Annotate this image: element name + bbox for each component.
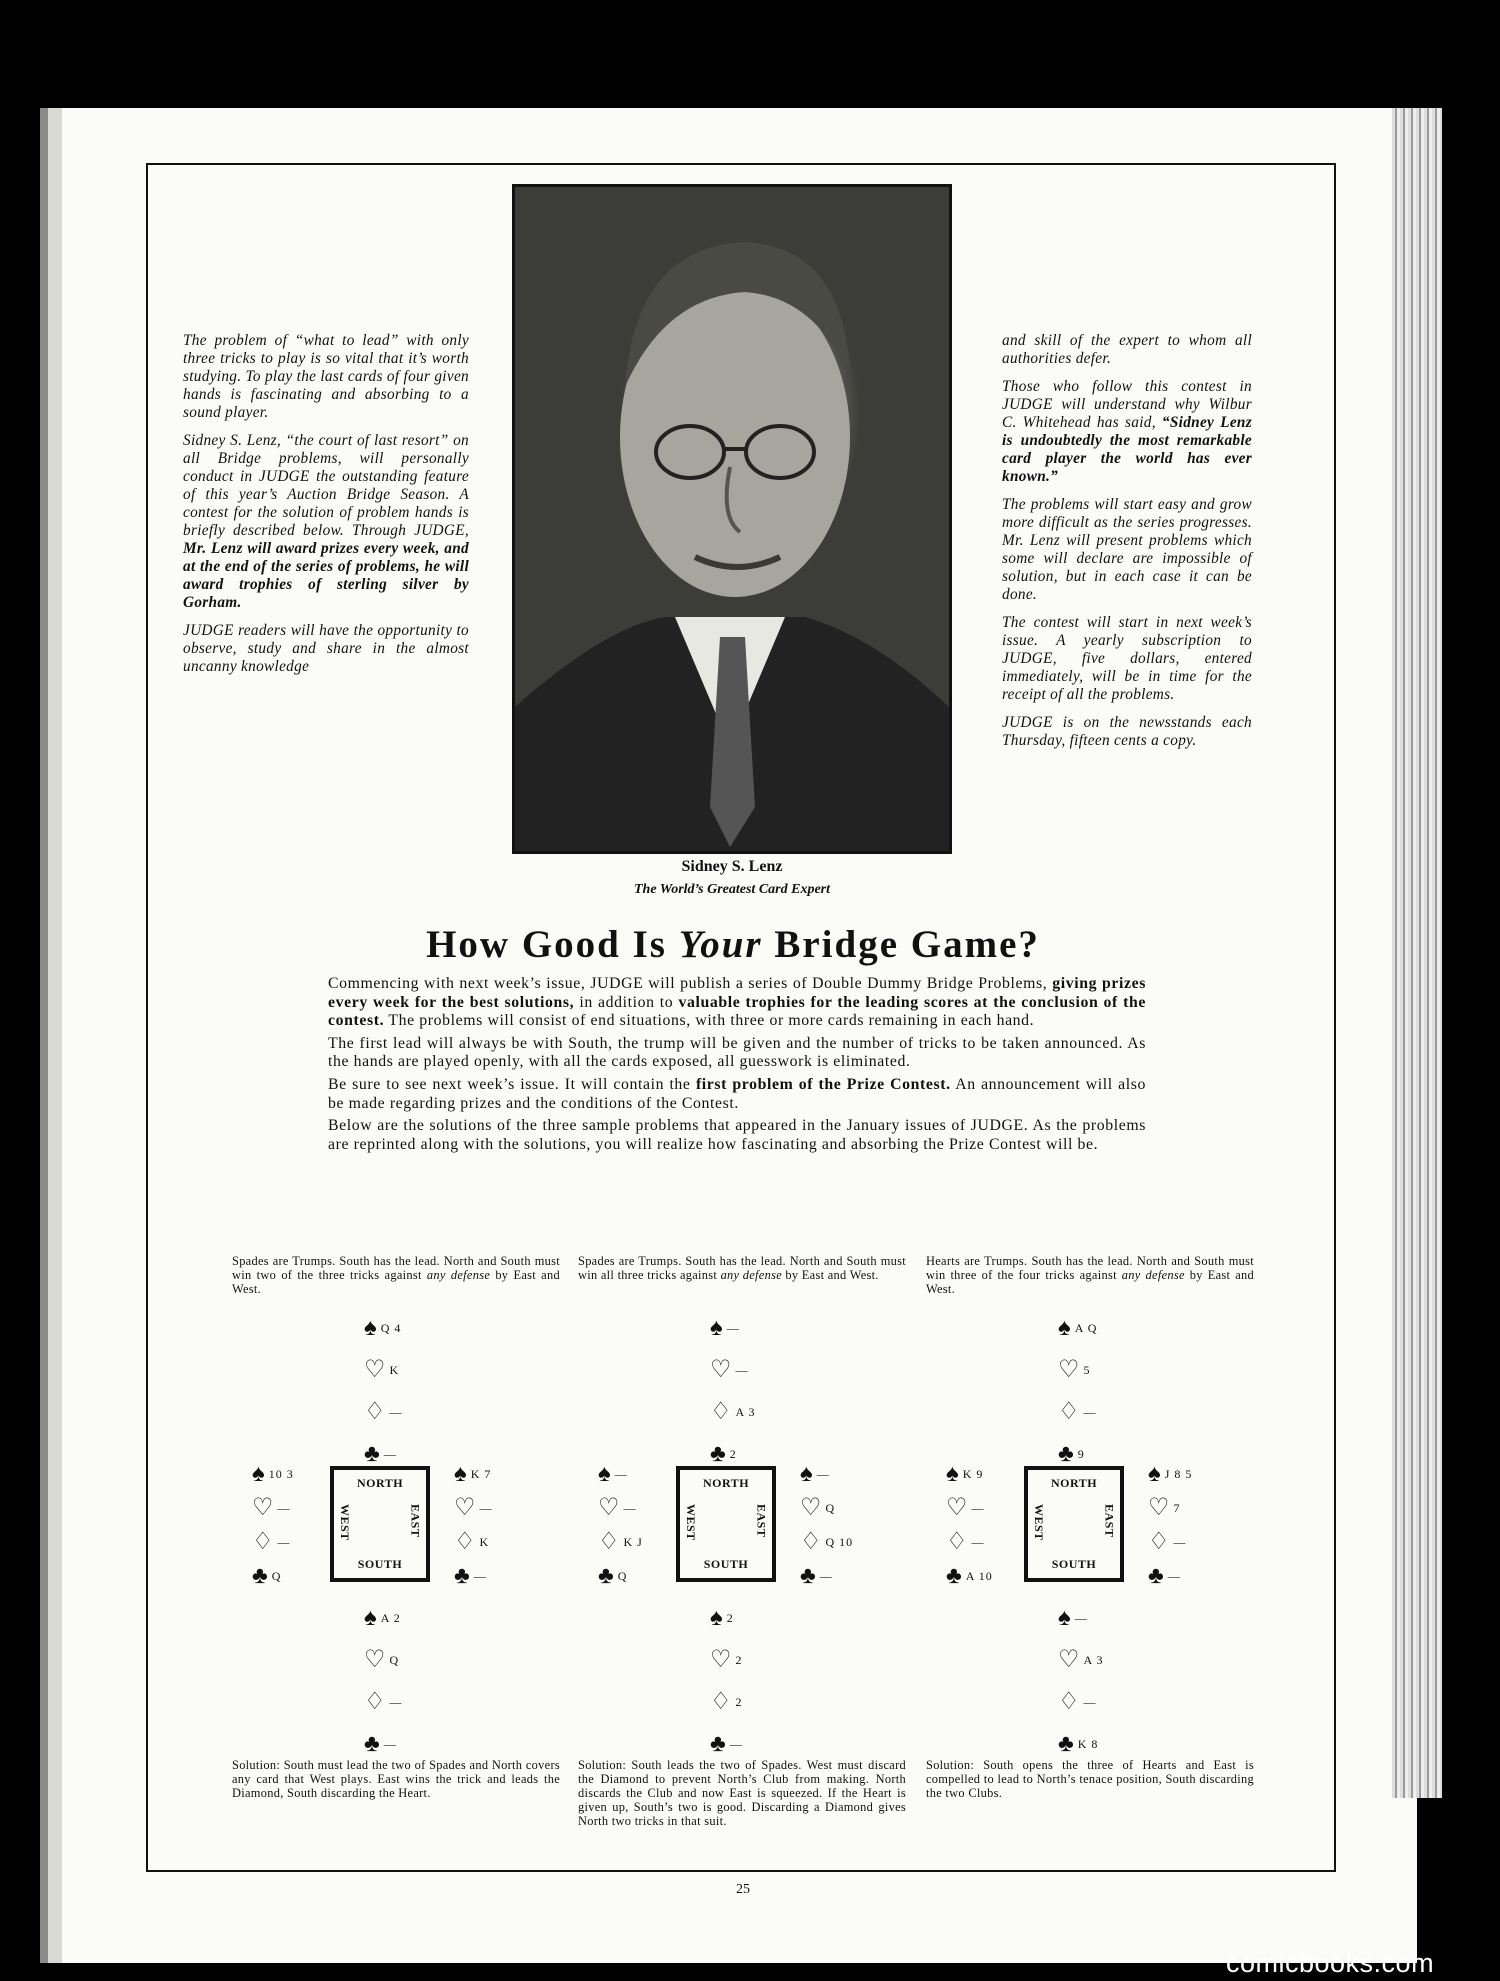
heart-icon: ♡ (710, 1357, 732, 1383)
east-label: EAST (754, 1504, 768, 1538)
heart-icon: ♡ (364, 1647, 386, 1673)
card-values: A 3 (1083, 1653, 1104, 1667)
east-hand-spade (454, 1462, 491, 1486)
card-values: — (473, 1569, 487, 1583)
compass-table (330, 1466, 430, 1582)
club-icon: ♣ (364, 1441, 380, 1467)
south-hand-club (1058, 1732, 1098, 1756)
club-icon: ♣ (1058, 1731, 1074, 1757)
north-label: NORTH (702, 1476, 750, 1490)
north-hand-club (710, 1442, 737, 1466)
right-para-1: and skill of the expert to whom all authorities defer. (1002, 332, 1252, 367)
body-para-3: Be sure to see next week’s issue. It will contain the first problem of the Prize Contest. An announcement will also be made regarding prizes and the conditions of the Contest. (328, 1075, 1146, 1112)
card-values: — (1173, 1535, 1187, 1549)
club-icon: ♣ (800, 1563, 816, 1589)
card-values: A 2 (380, 1611, 401, 1625)
problem-intro: Spades are Trumps. South has the lead. North and South must win two of the three tricks against any defense by East and West. (232, 1254, 560, 1296)
card-values: — (1083, 1695, 1097, 1709)
south-hand-diamond (364, 1690, 403, 1714)
south-hand-diamond (1058, 1690, 1097, 1714)
north-hand-club (1058, 1442, 1085, 1466)
card-values: Q (389, 1653, 400, 1667)
north-hand-heart (1058, 1358, 1091, 1382)
body-para-1: Commencing with next week’s issue, JUDGE will publish a series of Double Dummy Bridge Problems, giving prizes every week for the best solutions, in addition to valuable trophies for the leading scores at the conclusion of the contest. The problems will consist of end situations, with three or more cards remaining in each hand. (328, 975, 1146, 1030)
headline-emphasis: Your (678, 923, 763, 966)
club-icon: ♣ (1058, 1441, 1074, 1467)
south-hand-heart (1058, 1648, 1104, 1672)
diamond-icon: ♢ (1058, 1689, 1080, 1715)
west-hand-spade (598, 1462, 628, 1486)
south-hand-spade (364, 1606, 401, 1630)
diamond-icon: ♢ (800, 1529, 822, 1555)
card-values: K 7 (470, 1467, 492, 1481)
south-hand-heart (710, 1648, 743, 1672)
headline: How Good Is Your Bridge Game? (426, 923, 1040, 966)
heart-icon: ♡ (710, 1647, 732, 1673)
club-icon: ♣ (364, 1731, 380, 1757)
diamond-icon: ♢ (364, 1689, 386, 1715)
club-icon: ♣ (454, 1563, 470, 1589)
card-values: 7 (1173, 1501, 1181, 1515)
card-values: Q 10 (825, 1535, 854, 1549)
portrait-photo (512, 184, 952, 854)
west-hand-club (946, 1564, 993, 1588)
card-values: K J (623, 1535, 643, 1549)
east-hand-club (800, 1564, 833, 1588)
west-hand-diamond (598, 1530, 643, 1554)
body-para-2: The first lead will always be with South, the trump will be given and the number of tricks to be taken announced. As the hands are played openly, with all the cards exposed, all guesswork is eliminated. (328, 1034, 1146, 1071)
card-values: 2 (729, 1447, 737, 1461)
spade-icon: ♠ (454, 1461, 467, 1487)
heart-icon: ♡ (946, 1495, 968, 1521)
left-para-2: Sidney S. Lenz, “the court of last resort” on all Bridge problems, will personally conduct in JUDGE the outstanding feature of this year’s Auction Bridge Season. A contest for the solution of problem hands is briefly described below. Through JUDGE, Mr. Lenz will award prizes every week, and at the end of the series of problems, he will award trophies of sterling silver by Gorham. (183, 432, 469, 611)
north-hand-diamond (1058, 1400, 1097, 1424)
card-values: K 8 (1077, 1737, 1099, 1751)
spade-icon: ♠ (1058, 1605, 1071, 1631)
card-values: — (623, 1501, 637, 1515)
south-hand-spade (710, 1606, 734, 1630)
spade-icon: ♠ (252, 1461, 265, 1487)
heart-icon: ♡ (454, 1495, 476, 1521)
spade-icon: ♠ (946, 1461, 959, 1487)
north-hand-heart (710, 1358, 749, 1382)
west-hand-club (598, 1564, 627, 1588)
photo-caption-subtitle: The World’s Greatest Card Expert (633, 882, 830, 897)
problem-intro: Hearts are Trumps. South has the lead. North and South must win three of the four tricks against any defense by East and West. (926, 1254, 1255, 1296)
card-values: 2 (735, 1695, 743, 1709)
diamond-icon: ♢ (710, 1689, 732, 1715)
south-hand-club (364, 1732, 397, 1756)
card-values: — (1083, 1405, 1097, 1419)
heart-icon: ♡ (252, 1495, 274, 1521)
east-label: EAST (408, 1504, 422, 1538)
card-values: — (735, 1363, 749, 1377)
bridge-problem-1 (232, 1254, 560, 1894)
card-values: — (389, 1405, 403, 1419)
west-label: WEST (1032, 1504, 1046, 1541)
card-values: K (479, 1535, 490, 1549)
card-values: 2 (726, 1611, 734, 1625)
diamond-icon: ♢ (946, 1529, 968, 1555)
portrait-illustration (515, 187, 949, 851)
west-hand-heart (598, 1496, 637, 1520)
heart-icon: ♡ (1058, 1357, 1080, 1383)
problem-intro: Spades are Trumps. South has the lead. North and South must win all three tricks against any defense by East and West. (578, 1254, 906, 1282)
west-hand-heart (946, 1496, 985, 1520)
club-icon: ♣ (946, 1563, 962, 1589)
left-para-3: JUDGE readers will have the opportunity to observe, study and share in the almost uncanny knowledge (183, 622, 469, 675)
north-hand-spade (364, 1316, 401, 1340)
card-values: — (389, 1695, 403, 1709)
south-label: SOUTH (703, 1557, 749, 1571)
card-values: — (1074, 1611, 1088, 1625)
north-hand-spade (1058, 1316, 1097, 1340)
east-hand-diamond (800, 1530, 853, 1554)
west-hand-club (252, 1564, 281, 1588)
north-hand-heart (364, 1358, 399, 1382)
diamond-icon: ♢ (252, 1529, 274, 1555)
card-values: — (819, 1569, 833, 1583)
card-values: 2 (735, 1653, 743, 1667)
card-values: — (383, 1447, 397, 1461)
card-values: — (729, 1737, 743, 1751)
south-hand-heart (364, 1648, 399, 1672)
book-spine (40, 108, 62, 1963)
east-hand-spade (1148, 1462, 1192, 1486)
east-hand-club (454, 1564, 487, 1588)
spade-icon: ♠ (364, 1605, 377, 1631)
heart-icon: ♡ (1058, 1647, 1080, 1673)
card-values: Q 4 (380, 1321, 402, 1335)
west-label: WEST (338, 1504, 352, 1541)
diamond-icon: ♢ (1148, 1529, 1170, 1555)
east-hand-heart (454, 1496, 493, 1520)
diamond-icon: ♢ (598, 1529, 620, 1555)
heart-icon: ♡ (598, 1495, 620, 1521)
card-values: — (971, 1535, 985, 1549)
photo-caption-name: Sidney S. Lenz (681, 858, 783, 875)
east-hand-diamond (454, 1530, 489, 1554)
north-label: NORTH (1050, 1476, 1098, 1490)
diamond-icon: ♢ (454, 1529, 476, 1555)
compass-table (1024, 1466, 1124, 1582)
club-icon: ♣ (710, 1731, 726, 1757)
right-quote: “Sidney Lenz is undoubtedly the most remarkable card player the world has ever known.” (1002, 414, 1252, 485)
west-hand-diamond (946, 1530, 985, 1554)
north-hand-spade (710, 1316, 740, 1340)
card-values: K 9 (962, 1467, 984, 1481)
north-hand-club (364, 1442, 397, 1466)
left-para-1: The problem of “what to lead” with only three tricks to play is so vital that it’s worth studying. To play the last cards of four given hands is fascinating and absorbing to a sound player. (183, 332, 469, 421)
right-para-4: The contest will start in next week’s issue. A yearly subscription to JUDGE, five dollars, entered immediately, will be in time for the receipt of all the problems. (1002, 614, 1252, 703)
card-values: 10 3 (268, 1467, 294, 1481)
problem-solution: Solution: South opens the three of Hearts and East is compelled to lead to North’s tenace position, South discarding the two Clubs. (926, 1758, 1254, 1800)
card-values: Q (825, 1501, 836, 1515)
diamond-icon: ♢ (364, 1399, 386, 1425)
spade-icon: ♠ (800, 1461, 813, 1487)
page-number: 25 (736, 1882, 750, 1897)
east-hand-heart (800, 1496, 835, 1520)
card-values: A 10 (965, 1569, 993, 1583)
card-values: — (971, 1501, 985, 1515)
east-hand-club (1148, 1564, 1181, 1588)
heart-icon: ♡ (800, 1495, 822, 1521)
problem-solution: Solution: South leads the two of Spades. West must discard the Diamond to prevent North’s Club from making. North discards the Club and now East is squeezed. If the Heart is given up, South’s two is good. Discarding a Diamond gives North two tricks in that suit. (578, 1758, 906, 1828)
club-icon: ♣ (710, 1441, 726, 1467)
diamond-icon: ♢ (1058, 1399, 1080, 1425)
card-values: — (277, 1501, 291, 1515)
club-icon: ♣ (252, 1563, 268, 1589)
page-edges (1392, 108, 1442, 1798)
spade-icon: ♠ (364, 1315, 377, 1341)
spade-icon: ♠ (710, 1315, 723, 1341)
problem-solution: Solution: South must lead the two of Spades and North covers any card that West plays. East wins the trick and leads the Diamond, South discarding the Heart. (232, 1758, 560, 1800)
card-values: — (277, 1535, 291, 1549)
south-hand-diamond (710, 1690, 743, 1714)
card-values: J 8 5 (1164, 1467, 1193, 1481)
spade-icon: ♠ (1058, 1315, 1071, 1341)
east-label: EAST (1102, 1504, 1116, 1538)
card-values: 5 (1083, 1363, 1091, 1377)
bridge-problem-2 (578, 1254, 906, 1894)
card-values: Q (617, 1569, 628, 1583)
west-hand-diamond (252, 1530, 291, 1554)
right-para-3: The problems will start easy and grow more difficult as the series progresses. Mr. Lenz will present problems which some will declare are impossible of solution, but in each case it can be done. (1002, 496, 1252, 603)
card-values: — (383, 1737, 397, 1751)
west-label: WEST (684, 1504, 698, 1541)
left-column (183, 332, 469, 686)
card-values: — (1167, 1569, 1181, 1583)
spade-icon: ♠ (598, 1461, 611, 1487)
south-label: SOUTH (1051, 1557, 1097, 1571)
west-hand-spade (252, 1462, 294, 1486)
west-hand-heart (252, 1496, 291, 1520)
compass-table (676, 1466, 776, 1582)
spade-icon: ♠ (710, 1605, 723, 1631)
east-hand-spade (800, 1462, 830, 1486)
north-hand-diamond (364, 1400, 403, 1424)
card-values: — (614, 1467, 628, 1481)
card-values: A 3 (735, 1405, 756, 1419)
card-values: K (389, 1363, 400, 1377)
card-values: — (726, 1321, 740, 1335)
bridge-problem-3 (926, 1254, 1254, 1894)
club-icon: ♣ (1148, 1563, 1164, 1589)
card-values: 9 (1077, 1447, 1085, 1461)
west-hand-spade (946, 1462, 983, 1486)
card-values: A Q (1074, 1321, 1098, 1335)
south-hand-spade (1058, 1606, 1088, 1630)
right-column (1002, 332, 1252, 760)
spade-icon: ♠ (1148, 1461, 1161, 1487)
heart-icon: ♡ (1148, 1495, 1170, 1521)
card-values: Q (271, 1569, 282, 1583)
south-label: SOUTH (357, 1557, 403, 1571)
east-hand-heart (1148, 1496, 1181, 1520)
body-para-4: Below are the solutions of the three sample problems that appeared in the January issues of JUDGE. As the problems are reprinted along with the solutions, you will realize how fascinating and absorbing the Prize Contest will be. (328, 1117, 1146, 1153)
north-label: NORTH (356, 1476, 404, 1490)
article-body (328, 975, 1146, 1158)
north-hand-diamond (710, 1400, 756, 1424)
east-hand-diamond (1148, 1530, 1187, 1554)
south-hand-club (710, 1732, 743, 1756)
watermark-brand: comicbooks.com (1226, 1948, 1435, 1978)
left-para-2-bold: Mr. Lenz will award prizes every week, and at the end of the series of problems, he will award trophies of sterling silver by Gorham. (183, 540, 469, 611)
right-para-5: JUDGE is on the newsstands each Thursday, fifteen cents a copy. (1002, 714, 1252, 749)
heart-icon: ♡ (364, 1357, 386, 1383)
card-values: — (816, 1467, 830, 1481)
club-icon: ♣ (598, 1563, 614, 1589)
right-para-2: Those who follow this contest in JUDGE will understand why Wilbur C. Whitehead has said, “Sidney Lenz is undoubtedly the most remarkable card player the world has ever known.” (1002, 378, 1252, 485)
diamond-icon: ♢ (710, 1399, 732, 1425)
card-values: — (479, 1501, 493, 1515)
